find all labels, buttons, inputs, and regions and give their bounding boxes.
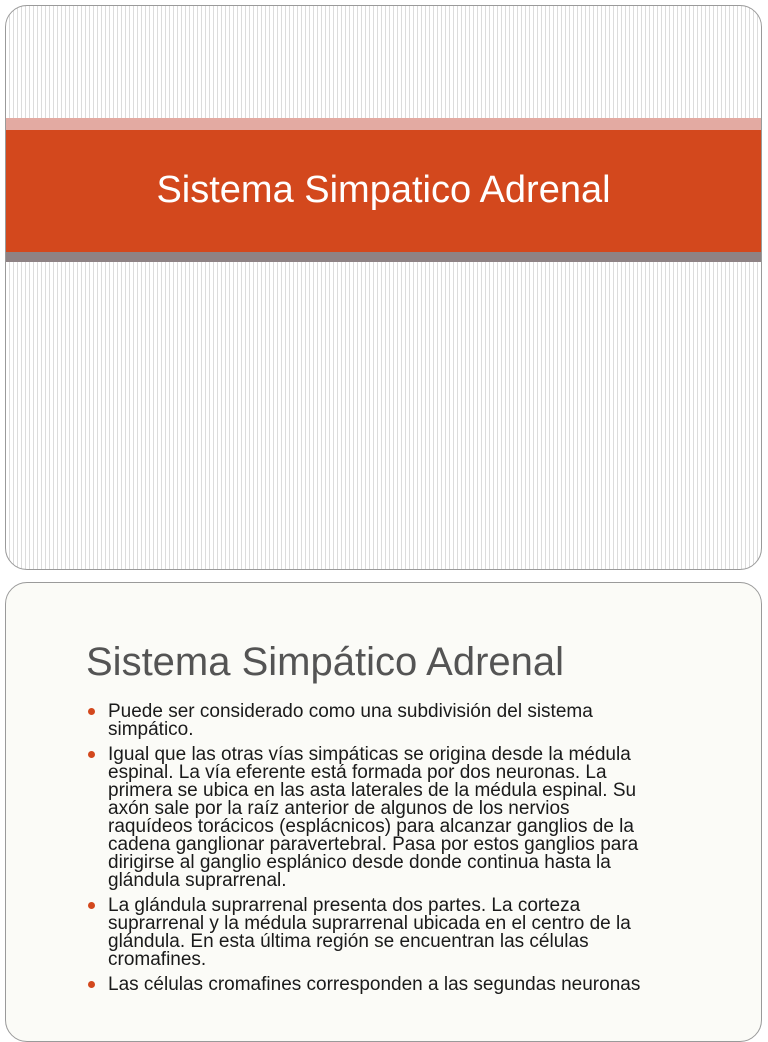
bullet-line: dirigirse al ganglio esplánico desde donde continua hasta la — [108, 852, 611, 873]
bullet-dot-icon — [88, 981, 95, 988]
bullet-item — [84, 703, 724, 739]
bullet-line: glándula. En esta última región se encuentran las células — [108, 931, 589, 952]
bullet-line: cadena ganglionar paravertebral. Pasa por estos ganglios para — [108, 834, 639, 855]
bullet-line: La glándula suprarrenal presenta dos partes. La corteza — [108, 895, 581, 916]
slide-title: Sistema Simpatico Adrenal — [156, 169, 611, 211]
bullet-item — [84, 746, 724, 890]
content-slide — [5, 582, 762, 1042]
slide-heading: Sistema Simpático Adrenal — [86, 640, 565, 684]
bullet-line: glándula suprarrenal. — [108, 870, 287, 891]
title-slide — [5, 5, 762, 570]
bullet-line: espinal. La vía eferente está formada por dos neuronas. La — [108, 762, 607, 783]
bullet-line: cromafines. — [108, 949, 207, 970]
bullet-dot-icon — [88, 902, 95, 909]
bullet-dot-icon — [88, 708, 95, 715]
bullet-list — [84, 703, 724, 1001]
bullet-dot-icon — [88, 751, 95, 758]
bullet-line: simpático. — [108, 719, 194, 740]
bullet-line: primera se ubica en las asta laterales de la médula espinal. Su — [108, 780, 637, 801]
bullet-line: Igual que las otras vías simpáticas se origina desde la médula — [108, 744, 631, 765]
bullet-line: axón sale por la raíz anterior de algunos de los nervios — [108, 798, 570, 819]
bullet-line: suprarrenal y la médula suprarrenal ubicada en el centro de la — [108, 913, 631, 934]
accent-stripe-top — [6, 118, 761, 130]
bullet-item — [84, 897, 724, 969]
bullet-line: raquídeos torácicos (esplácnicos) para alcanzar ganglios de la — [108, 816, 634, 837]
bullet-line: Las células cromafines corresponden a las segundas neuronas — [108, 974, 641, 995]
bullet-line: Puede ser considerado como una subdivisión del sistema — [108, 701, 593, 722]
title-band — [6, 130, 761, 252]
accent-stripe-bottom — [6, 252, 761, 262]
bullet-item — [84, 976, 724, 994]
